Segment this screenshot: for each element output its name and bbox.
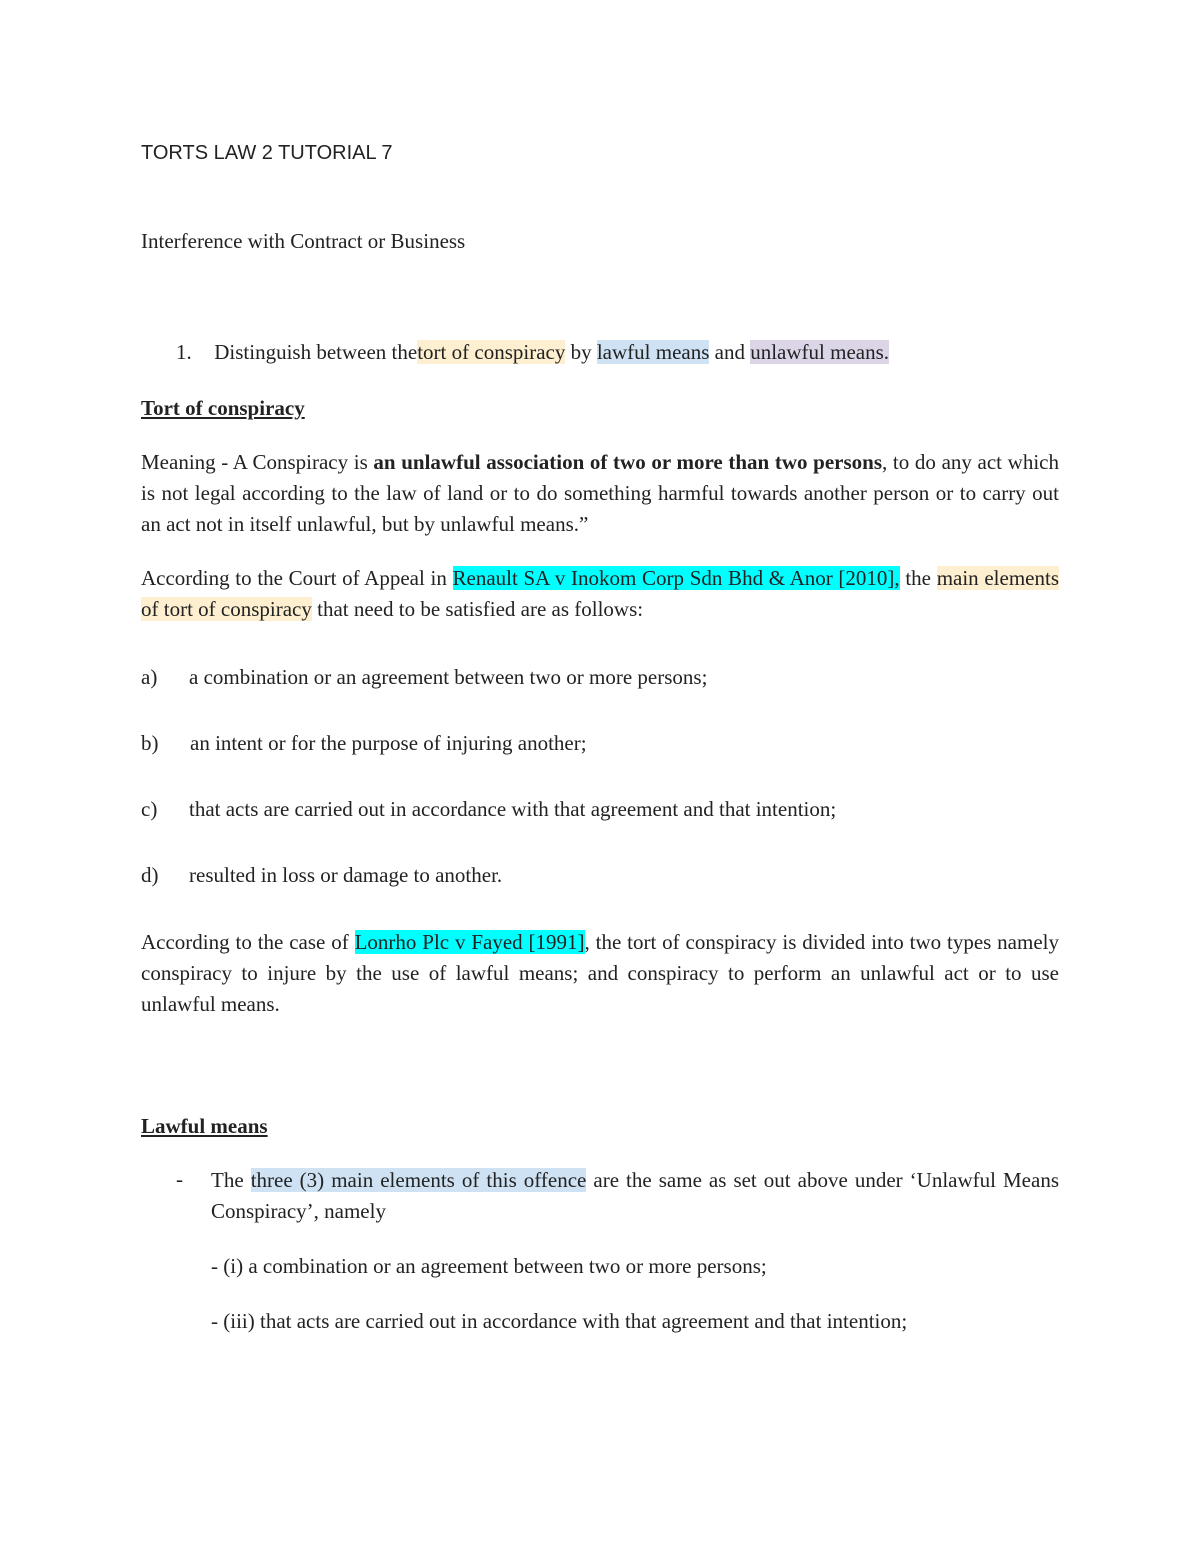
highlight-unlawful-means: unlawful means. [750, 340, 890, 364]
element-label: b) [141, 731, 159, 755]
document-title: TORTS LAW 2 TUTORIAL 7 [141, 142, 393, 164]
meaning-bold: an unlawful association of two or more than two persons [373, 450, 883, 474]
lawful-sub-item-i: - (i) a combination or an agreement between two or more persons; [211, 1254, 767, 1278]
lawful-text: are the same as set out above under ‘Unlawful Means Conspiracy’, namely [211, 1168, 1059, 1223]
lonrho-text: , the tort of conspiracy is divided into two types namely conspiracy to injure by the use of lawful means; and conspiracy to perform an unlawful act or to use unlawful means. [141, 930, 1059, 1016]
question-text: Distinguish between the [214, 340, 418, 364]
lonrho-paragraph [141, 927, 1059, 1020]
highlight-tort-of-conspiracy: tort of conspiracy [417, 340, 566, 364]
highlight-three-main-elements: three (3) main elements of this offence [250, 1168, 587, 1192]
element-item-a [141, 665, 157, 690]
element-label: c) [141, 797, 158, 821]
case-citation-renault: Renault SA v Inokom Corp Sdn Bhd & Anor [2010], [452, 566, 900, 590]
highlight-lawful-means: lawful means [596, 340, 710, 364]
question-number: 1. [176, 340, 192, 364]
case-citation-lonrho: Lonrho Plc v Fayed [1991] [354, 930, 585, 954]
question-text: and [714, 340, 745, 364]
element-text-a: a combination or an agreement between two or more persons; [189, 665, 708, 689]
element-label: a) [141, 665, 158, 689]
document-subtitle: Interference with Contract or Business [141, 229, 466, 253]
element-text-b: an intent or for the purpose of injuring another; [190, 731, 587, 755]
renault-text: According to the Court of Appeal in [141, 566, 453, 590]
lawful-text: The [211, 1168, 251, 1192]
element-item-c [141, 797, 157, 822]
lonrho-text: According to the case of [141, 930, 355, 954]
element-text-c: that acts are carried out in accordance with that agreement and that intention; [189, 797, 837, 821]
meaning-paragraph [141, 447, 1059, 540]
meaning-text: , to do any act which is not legal according to the law of land or to do something harmful towards another person or to carry out an act not in itself unlawful, but by unlawful means.” [141, 450, 1059, 536]
lawful-bullet-dash: - [176, 1167, 183, 1191]
question-1 [176, 340, 889, 365]
meaning-text: Meaning - A Conspiracy is [141, 450, 374, 474]
section-heading-tort-of-conspiracy: Tort of conspiracy [141, 396, 305, 420]
element-item-b [141, 731, 159, 756]
renault-text: that need to be satisfied are as follows: [311, 597, 644, 621]
renault-text: the [899, 566, 937, 590]
element-item-d [141, 863, 159, 888]
section-heading-lawful-means: Lawful means [141, 1114, 268, 1138]
question-text: by [570, 340, 592, 364]
renault-paragraph [141, 563, 1059, 625]
lawful-sub-item-iii: - (iii) that acts are carried out in accordance with that agreement and that intention; [211, 1309, 908, 1333]
lawful-paragraph [211, 1165, 1059, 1227]
element-text-d: resulted in loss or damage to another. [189, 863, 503, 887]
element-label: d) [141, 863, 159, 887]
highlight-main-elements: main elements of tort of conspiracy [141, 566, 1059, 621]
